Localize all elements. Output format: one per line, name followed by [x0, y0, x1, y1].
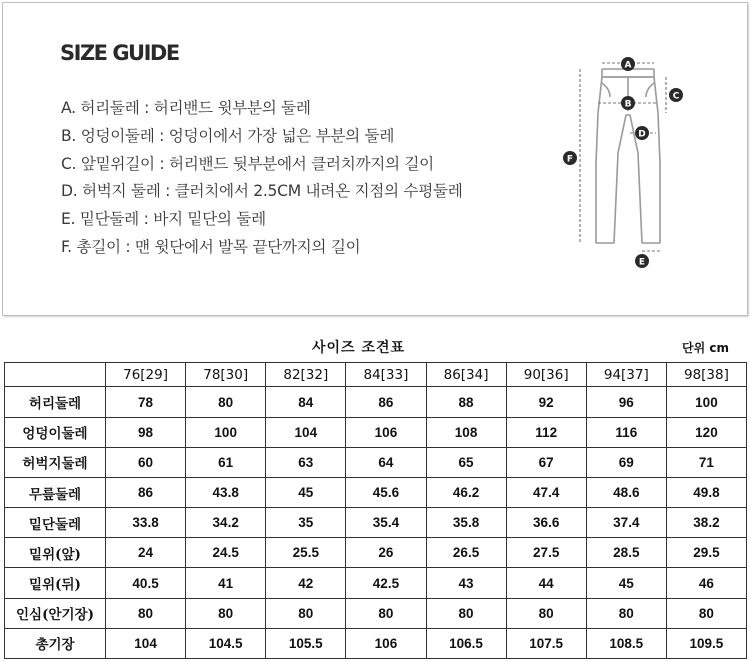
marker-d-icon — [635, 126, 649, 140]
unit-label: 단위 cm — [682, 341, 729, 355]
table-cell: 44 — [506, 568, 586, 598]
table-cell: 80 — [186, 598, 266, 628]
table-cell: 25.5 — [266, 538, 346, 568]
table-cell: 63 — [266, 447, 346, 477]
row-label: 밑단둘레 — [5, 508, 106, 538]
marker-e-icon — [635, 254, 649, 268]
marker-a-icon — [621, 57, 635, 71]
size-header-cell: 78[30] — [186, 363, 266, 387]
marker-c-icon — [669, 88, 683, 102]
table-cell: 26 — [346, 538, 426, 568]
svg-text:C: C — [672, 91, 680, 102]
table-cell: 28.5 — [586, 538, 666, 568]
size-table-title: 사이즈 조견표 — [312, 340, 406, 356]
row-label: 허벅지둘레 — [5, 447, 106, 477]
row-label: 인심(안기장) — [5, 598, 106, 628]
size-header-cell: 86[34] — [426, 363, 506, 387]
pants-left-pocket — [602, 83, 610, 97]
table-cell: 36.6 — [506, 508, 586, 538]
table-cell: 48.6 — [586, 477, 666, 507]
guide-title: SIZE GUIDE — [60, 41, 179, 65]
table-cell: 80 — [346, 598, 426, 628]
table-cell: 71 — [666, 447, 746, 477]
table-cell: 104 — [266, 417, 346, 447]
svg-text:D: D — [638, 129, 646, 140]
table-cell: 45 — [266, 477, 346, 507]
table-cell: 88 — [426, 387, 506, 417]
table-cell: 106.5 — [426, 628, 506, 658]
table-cell: 37.4 — [586, 508, 666, 538]
row-label: 밑위(뒤) — [5, 568, 106, 598]
table-cell: 41 — [186, 568, 266, 598]
table-cell: 60 — [106, 447, 186, 477]
size-header-row — [5, 363, 747, 387]
table-cell: 104.5 — [186, 628, 266, 658]
size-header-cell: 82[32] — [266, 363, 346, 387]
row-label: 무릎둘레 — [5, 477, 106, 507]
table-cell: 35 — [266, 508, 346, 538]
table-cell: 98 — [106, 417, 186, 447]
row-label: 총기장 — [5, 628, 106, 658]
table-cell: 43.8 — [186, 477, 266, 507]
svg-text:A: A — [624, 60, 632, 71]
table-cell: 80 — [266, 598, 346, 628]
table-cell: 109.5 — [666, 628, 746, 658]
row-label: 밑위(앞) — [5, 538, 106, 568]
table-cell: 46 — [666, 568, 746, 598]
guide-item-e: E. 밑단둘레 : 바지 밑단의 둘레 — [61, 210, 266, 229]
table-cell: 116 — [586, 417, 666, 447]
table-cell: 34.2 — [186, 508, 266, 538]
table-row-thigh — [5, 447, 747, 477]
table-cell: 33.8 — [106, 508, 186, 538]
table-cell: 112 — [506, 417, 586, 447]
table-cell: 80 — [506, 598, 586, 628]
table-cell: 67 — [506, 447, 586, 477]
guide-item-c: C. 앞밑위길이 : 허리밴드 뒷부분에서 클러치까지의 길이 — [61, 154, 434, 173]
guide-item-f: F. 총길이 : 맨 윗단에서 발목 끝단까지의 길이 — [61, 237, 361, 256]
table-cell: 46.2 — [426, 477, 506, 507]
table-cell: 35.8 — [426, 508, 506, 538]
table-cell: 43 — [426, 568, 506, 598]
size-chart-table — [4, 362, 747, 659]
table-cell: 38.2 — [666, 508, 746, 538]
table-cell: 26.5 — [426, 538, 506, 568]
guide-item-b: B. 엉덩이둘레 : 엉덩이에서 가장 넓은 부분의 둘레 — [61, 126, 395, 145]
table-row-hip — [5, 417, 747, 447]
size-header-cell: 76[29] — [106, 363, 186, 387]
table-cell: 92 — [506, 387, 586, 417]
table-cell: 35.4 — [346, 508, 426, 538]
table-row-knee — [5, 477, 747, 507]
table-cell: 49.8 — [666, 477, 746, 507]
guide-definition-list — [61, 95, 463, 262]
size-header-cell: 84[33] — [346, 363, 426, 387]
table-cell: 42 — [266, 568, 346, 598]
size-guide-panel — [2, 2, 748, 316]
guide-item-d: D. 허벅지 둘레 : 클러치에서 2.5CM 내려온 지점의 수평둘레 — [61, 182, 463, 201]
table-cell: 96 — [586, 387, 666, 417]
table-cell: 69 — [586, 447, 666, 477]
table-cell: 27.5 — [506, 538, 586, 568]
table-cell: 80 — [186, 387, 266, 417]
table-cell: 86 — [346, 387, 426, 417]
table-cell: 105.5 — [266, 628, 346, 658]
table-cell: 100 — [186, 417, 266, 447]
table-cell: 42.5 — [346, 568, 426, 598]
pants-right-pocket — [646, 83, 654, 97]
table-row-waist — [5, 387, 747, 417]
table-row-hem — [5, 508, 747, 538]
table-cell: 65 — [426, 447, 506, 477]
table-cell: 100 — [666, 387, 746, 417]
row-label: 허리둘레 — [5, 387, 106, 417]
table-cell: 84 — [266, 387, 346, 417]
table-cell: 80 — [586, 598, 666, 628]
row-label: 엉덩이둘레 — [5, 417, 106, 447]
marker-b-icon — [621, 96, 635, 110]
size-header-cell: 98[38] — [666, 363, 746, 387]
svg-text:F: F — [566, 154, 574, 165]
size-header-cell: 94[37] — [586, 363, 666, 387]
table-cell: 106 — [346, 628, 426, 658]
table-cell: 80 — [426, 598, 506, 628]
table-cell: 106 — [346, 417, 426, 447]
table-cell: 78 — [106, 387, 186, 417]
table-cell: 29.5 — [666, 538, 746, 568]
table-row-total-length — [5, 628, 747, 658]
guide-item-a: A. 허리둘레 : 허리밴드 윗부분의 둘레 — [61, 99, 311, 117]
table-cell: 80 — [666, 598, 746, 628]
marker-f-icon — [563, 151, 577, 165]
table-cell: 61 — [186, 447, 266, 477]
table-cell: 104 — [106, 628, 186, 658]
table-cell: 108.5 — [586, 628, 666, 658]
size-header-cell: 90[36] — [506, 363, 586, 387]
table-corner-cell — [5, 363, 106, 387]
svg-text:B: B — [624, 99, 632, 110]
table-row-inseam — [5, 598, 747, 628]
table-cell: 24.5 — [186, 538, 266, 568]
table-cell: 80 — [106, 598, 186, 628]
table-cell: 107.5 — [506, 628, 586, 658]
table-cell: 24 — [106, 538, 186, 568]
table-cell: 86 — [106, 477, 186, 507]
table-cell: 45 — [586, 568, 666, 598]
table-cell: 120 — [666, 417, 746, 447]
table-row-back-rise — [5, 568, 747, 598]
svg-text:E: E — [638, 257, 646, 268]
table-cell: 40.5 — [106, 568, 186, 598]
table-cell: 45.6 — [346, 477, 426, 507]
table-cell: 64 — [346, 447, 426, 477]
pants-measurement-illustration — [558, 53, 698, 275]
table-row-front-rise — [5, 538, 747, 568]
table-cell: 47.4 — [506, 477, 586, 507]
table-cell: 108 — [426, 417, 506, 447]
